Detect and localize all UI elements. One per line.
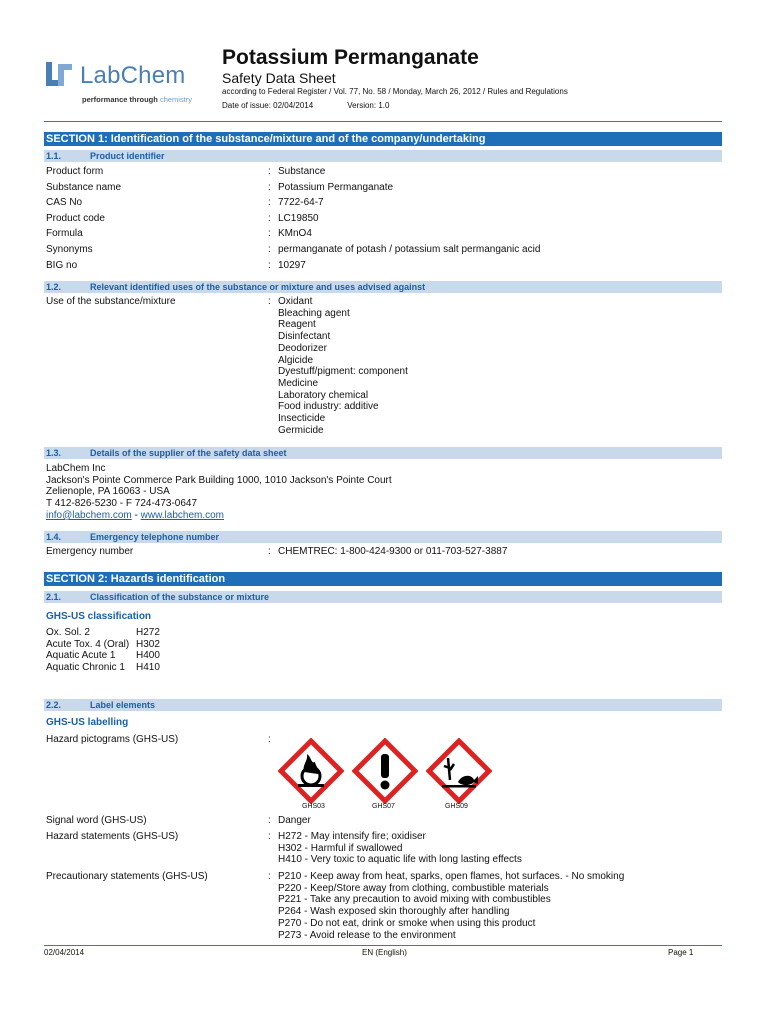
brand-tagline bbox=[82, 95, 192, 104]
list-item: Insecticide bbox=[278, 413, 326, 425]
field-label: Emergency number bbox=[46, 546, 134, 557]
list-item: Dyestuff/pigment: component bbox=[278, 366, 408, 378]
field-label: Substance name bbox=[46, 181, 122, 193]
list-item: Deodorizer bbox=[278, 342, 327, 354]
field-label: BIG no bbox=[46, 260, 78, 271]
field-value: 10297 bbox=[278, 260, 306, 271]
list-item: Food industry: additive bbox=[278, 401, 379, 413]
list-item: H272 - May intensify fire; oxidiser bbox=[278, 831, 426, 842]
field-label: CAS No bbox=[46, 197, 83, 208]
subsection-number: 1.1. bbox=[46, 151, 62, 161]
list-item: P273 - Avoid release to the environment bbox=[278, 929, 456, 941]
list-item: Algicide bbox=[278, 354, 314, 366]
subsection-number: 2.1. bbox=[46, 592, 62, 602]
document-title: Potassium Permanganate bbox=[222, 46, 479, 69]
section-1-header: SECTION 1: Identification of the substance/mixture and of the company/undertaking bbox=[44, 132, 722, 146]
supplier-address: Jackson's Pointe Commerce Park Building 1000, 1010 Jackson's Pointe Court bbox=[46, 474, 392, 486]
subsection-1-3 bbox=[44, 447, 722, 459]
subsection-1-1 bbox=[44, 150, 722, 162]
subsection-number: 1.3. bbox=[46, 448, 62, 458]
hazard-class: Aquatic Chronic 1 bbox=[46, 662, 125, 674]
list-item: P220 - Keep/Store away from clothing, combustible materials bbox=[278, 882, 549, 894]
supplier-name: LabChem Inc bbox=[46, 463, 106, 474]
subsection-label: Product identifier bbox=[90, 151, 165, 161]
email-link[interactable]: info@labchem.com bbox=[46, 509, 132, 521]
field-value: LC19850 bbox=[278, 212, 319, 224]
footer-date: 02/04/2014 bbox=[44, 948, 85, 957]
footer-language: EN (English) bbox=[362, 948, 407, 957]
subsection-1-2 bbox=[44, 281, 722, 293]
field-label: Synonyms bbox=[46, 244, 93, 255]
list-item: Disinfectant bbox=[278, 331, 331, 343]
list-item: Reagent bbox=[278, 319, 316, 331]
footer-page-number: Page 1 bbox=[668, 948, 694, 957]
labchem-logo bbox=[44, 58, 224, 108]
flame-over-circle-icon bbox=[278, 738, 344, 804]
environment-hazard-icon bbox=[426, 738, 492, 804]
pictogram-code: GHS03 bbox=[302, 803, 325, 810]
field-label: Product code bbox=[46, 212, 105, 224]
hazard-code: H400 bbox=[136, 650, 160, 662]
precautionary-statements-list bbox=[278, 871, 624, 941]
hazard-class: Aquatic Acute 1 bbox=[46, 650, 116, 662]
hazard-code: H302 bbox=[136, 638, 160, 650]
list-item: H410 - Very toxic to aquatic life with long lasting effects bbox=[278, 854, 522, 866]
field-value: KMnO4 bbox=[278, 228, 312, 239]
subsection-label: Label elements bbox=[90, 700, 156, 710]
tagline-suffix: chemistry bbox=[159, 95, 193, 104]
issue-info bbox=[222, 101, 423, 110]
version: Version: 1.0 bbox=[347, 101, 390, 110]
website-link[interactable]: www.labchem.com bbox=[140, 509, 224, 521]
field-label: Hazard statements (GHS-US) bbox=[46, 831, 179, 842]
pictogram-code: GHS09 bbox=[445, 803, 468, 810]
pictogram-code: GHS07 bbox=[372, 803, 395, 810]
list-item: P270 - Do not eat, drink or smoke when using this product bbox=[278, 917, 536, 929]
field-value: Potassium Permanganate bbox=[278, 181, 394, 193]
field-label: Formula bbox=[46, 228, 83, 239]
footer-divider bbox=[44, 945, 722, 946]
signal-word: Danger bbox=[278, 815, 311, 826]
hazard-class: Ox. Sol. 2 bbox=[46, 627, 90, 638]
subsection-2-2 bbox=[44, 699, 722, 711]
subsection-number: 1.4. bbox=[46, 532, 62, 542]
document-subtitle: Safety Data Sheet bbox=[222, 70, 336, 86]
field-value: Substance bbox=[278, 166, 326, 177]
list-item: Laboratory chemical bbox=[278, 389, 369, 401]
subsection-number: 2.2. bbox=[46, 700, 62, 710]
hazard-statements-list bbox=[278, 831, 522, 866]
field-label: Precautionary statements (GHS-US) bbox=[46, 871, 208, 882]
list-item: H302 - Harmful if swallowed bbox=[278, 842, 403, 854]
subsection-label: Details of the supplier of the safety data sheet bbox=[90, 448, 287, 458]
field-label: Hazard pictograms (GHS-US) bbox=[46, 734, 179, 745]
field-value: CHEMTREC: 1-800-424-9300 or 011-703-527-3887 bbox=[278, 546, 508, 557]
hazard-code: H410 bbox=[136, 662, 160, 674]
supplier-city: Zelienople, PA 16063 - USA bbox=[46, 486, 170, 498]
subsection-label: Relevant identified uses of the substance or mixture and uses advised against bbox=[90, 282, 426, 292]
list-item: Medicine bbox=[278, 377, 319, 389]
ghs-classification-heading: GHS-US classification bbox=[46, 611, 152, 622]
hazard-class: Acute Tox. 4 (Oral) bbox=[46, 638, 130, 650]
list-item: P264 - Wash exposed skin thoroughly after handling bbox=[278, 906, 510, 918]
header-divider bbox=[44, 121, 722, 122]
list-item: P221 - Take any precaution to avoid mixing with combustibles bbox=[278, 894, 551, 906]
list-item: Oxidant bbox=[278, 296, 313, 307]
section-2-header: SECTION 2: Hazards identification bbox=[44, 572, 722, 586]
list-item: Bleaching agent bbox=[278, 307, 350, 319]
exclamation-mark-icon bbox=[352, 738, 418, 804]
supplier-details bbox=[46, 463, 392, 522]
brand-name: LabChem bbox=[80, 62, 186, 89]
separator: - bbox=[131, 509, 141, 521]
issue-date: Date of issue: 02/04/2014 bbox=[222, 101, 314, 110]
subsection-label: Classification of the substance or mixture bbox=[90, 592, 270, 602]
subsection-number: 1.2. bbox=[46, 282, 62, 292]
labchem-logo-icon bbox=[44, 60, 74, 90]
field-label: Signal word (GHS-US) bbox=[46, 815, 147, 826]
ghs-labelling-heading: GHS-US labelling bbox=[46, 717, 129, 728]
tagline-prefix: performance through bbox=[82, 95, 158, 104]
field-label: Product form bbox=[46, 166, 104, 177]
list-item: P210 - Keep away from heat, sparks, open flames, hot surfaces. - No smoking bbox=[278, 871, 625, 882]
field-value: 7722-64-7 bbox=[278, 197, 324, 208]
subsection-2-1 bbox=[44, 591, 722, 603]
hazard-code: H272 bbox=[136, 627, 160, 638]
field-value: permanganate of potash / potassium salt permanganic acid bbox=[278, 244, 541, 255]
subsection-1-4 bbox=[44, 531, 722, 543]
field-label: Use of the substance/mixture bbox=[46, 296, 176, 307]
list-item: Germicide bbox=[278, 424, 324, 436]
subsection-label: Emergency telephone number bbox=[90, 532, 220, 542]
uses-list bbox=[278, 296, 408, 436]
regulation-reference: according to Federal Register / Vol. 77, No. 58 / Monday, March 26, 2012 / Rules and Regulations bbox=[222, 87, 568, 96]
supplier-contacts bbox=[46, 510, 392, 522]
supplier-phone: T 412-826-5230 - F 724-473-0647 bbox=[46, 498, 198, 510]
